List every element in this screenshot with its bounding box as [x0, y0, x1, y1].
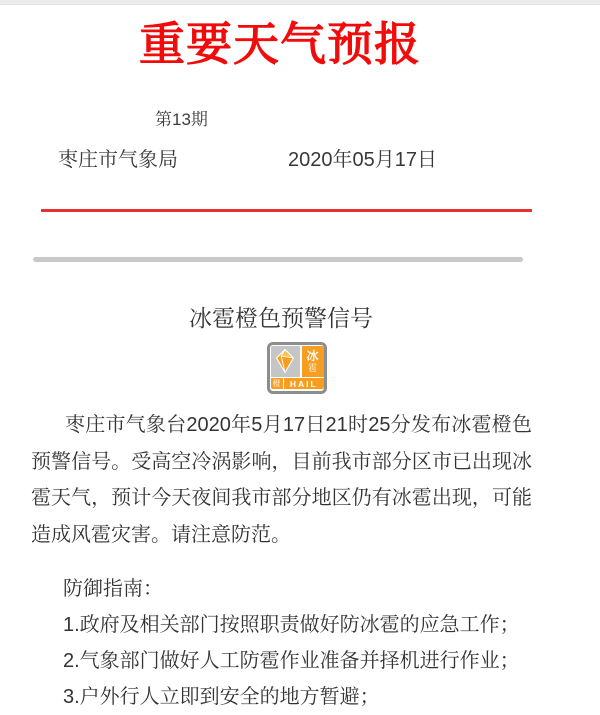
page-title: 重要天气预报	[139, 18, 421, 70]
hailstone-gem-cell	[271, 346, 301, 377]
hail-char-top: 冰	[306, 348, 319, 363]
hail-en-label-cell: HAIL	[284, 378, 324, 389]
hail-diamond-icon	[272, 348, 298, 374]
guideline-item-3: 3.户外行人立即到安全的地方暂避；	[63, 686, 380, 708]
agency-name: 枣庄市气象局	[58, 149, 178, 171]
guideline-item-2: 2.气象部门做好人工防雹作业准备并择机进行作业；	[63, 650, 520, 672]
hail-orange-warning-icon	[267, 342, 327, 394]
top-border-strip	[0, 0, 600, 5]
hail-char-bottom: 雹	[307, 362, 317, 373]
warning-heading: 冰雹橙色预警信号	[189, 305, 373, 331]
warning-body-text: 枣庄市气象台2020年5月17日21时25分发布冰雹橙色预警信号。受高空冷涡影响，目前我市部分区市已出现冰雹天气，预计今天夜间我市部分地区仍有冰雹出现，可能造成风雹灾害。请注意防范。	[31, 414, 532, 546]
guideline-item-1: 1.政府及相关部门按照职责做好防冰雹的应急工作；	[63, 614, 520, 636]
defense-guidelines	[63, 571, 533, 715]
red-divider-line	[41, 209, 532, 212]
orange-level-cell: 橙	[272, 379, 281, 388]
document-date: 2020年05月17日	[288, 149, 437, 171]
guidelines-heading: 防御指南：	[63, 578, 163, 600]
issue-number: 第13期	[155, 110, 208, 129]
hail-cn-label-cell	[302, 346, 324, 377]
gray-divider-line	[33, 257, 523, 262]
